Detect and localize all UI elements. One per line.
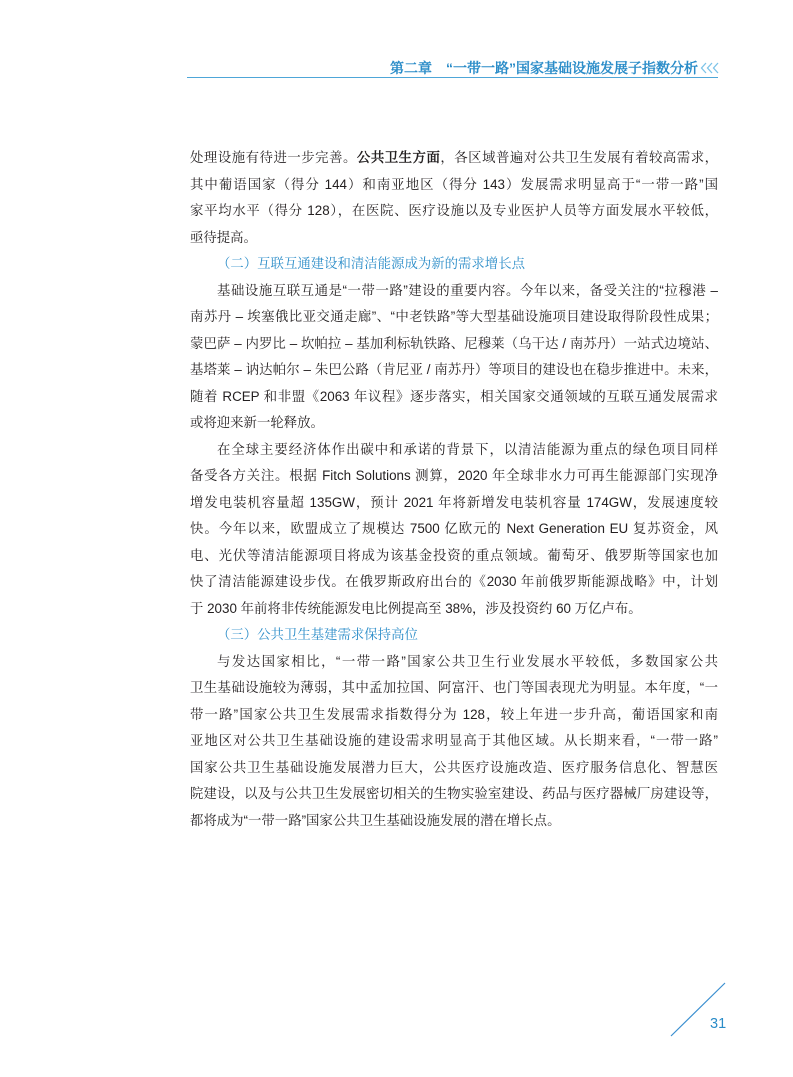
body-line: 蒙巴萨 – 内罗比 – 坎帕拉 – 基加利标轨铁路、尼穆莱（乌干达 / 南苏丹）一站式边境站、 (190, 335, 718, 351)
body-line: 都将成为“一带一路”国家公共卫生基础设施发展的潜在增长点。 (190, 812, 561, 828)
paragraph-public-health-demand (190, 649, 718, 835)
triple-chevron-left-icon (700, 62, 719, 74)
running-header (390, 58, 698, 78)
text-run: ，各区域普遍对公共卫生发展有着较高需求， (440, 150, 719, 165)
body-line: 快。今年以来，欧盟成立了规模达 7500 亿欧元的 Next Generation EU 复苏资金，风 (190, 521, 718, 536)
body-line: 院建设，以及与公共卫生发展密切相关的生物实验室建设、药品与医疗器械厂房建设等， (190, 786, 718, 801)
body-line: 基础设施互联互通是“一带一路”建设的重要内容。今年以来，备受关注的“拉穆港 – (217, 282, 718, 298)
body-line: 卫生基础设施较为薄弱，其中孟加拉国、阿富汗、也门等国表现尤为明显。本年度，“一 (190, 680, 718, 695)
diagonal-line-icon (660, 975, 740, 1045)
body-line: 快了清洁能源建设步伐。在俄罗斯政府出台的《2030 年前俄罗斯能源战略》中，计划 (190, 574, 718, 589)
body-line: 增发电装机容量超 135GW，预计 2021 年将新增发电装机容量 174GW，发展速度较 (190, 494, 718, 510)
body-line: 基塔莱 – 讷达帕尔 – 朱巴公路（肯尼亚 / 南苏丹）等项目的建设也在稳步推进中。未来， (190, 362, 718, 377)
body-line: 或将迎来新一轮释放。 (190, 415, 324, 430)
body-line (190, 145, 718, 172)
chapter-title: “一带一路”国家基础设施发展子指数分析 (446, 60, 698, 76)
body-line: 于 2030 年前将非传统能源发电比例提高至 38%，涉及投资约 60 万亿卢布。 (190, 600, 642, 616)
body-line: 亟待提高。 (190, 229, 257, 245)
section-heading: （二）互联互通建设和清洁能源成为新的需求增长点 (217, 256, 525, 271)
body-line: 在全球主要经济体作出碳中和承诺的背景下，以清洁能源为重点的绿色项目同样 (217, 441, 718, 457)
body-line: 随着 RCEP 和非盟《2063 年议程》逐步落实，相关国家交通领域的互联互通发展需求 (190, 388, 718, 404)
body-line: 与发达国家相比，“一带一路”国家公共卫生行业发展水平较低，多数国家公共 (217, 653, 718, 669)
body-line: 其中葡语国家（得分 144）和南亚地区（得分 143）发展需求明显高于“一带一路”国 (190, 176, 718, 192)
header-rule (187, 77, 718, 78)
chapter-label: 第二章 (390, 60, 432, 76)
paragraph-connectivity (190, 278, 718, 437)
text-run: 处理设施有待进一步完善。 (190, 150, 357, 165)
body-line: 电、光伏等清洁能源项目将成为该基金投资的重点领域。葡萄牙、俄罗斯等国家也加 (190, 547, 718, 563)
bold-keyword: 公共卫生方面 (356, 150, 441, 165)
body-line: 备受各方关注。根据 Fitch Solutions 测算，2020 年全球非水力可再生能源部门实现净 (190, 468, 718, 483)
body-line: 南苏丹 – 埃塞俄比亚交通走廊”、“中老铁路”等大型基础设施项目建设取得阶段性成果； (190, 309, 718, 324)
body-line: 家平均水平（得分 128），在医院、医疗设施以及专业医护人员等方面发展水平较低， (190, 203, 718, 218)
page-number: 31 (710, 1016, 727, 1032)
section-heading: （三）公共卫生基建需求保持高位 (217, 627, 418, 642)
body-line: 带一路”国家公共卫生发展需求指数得分为 128，较上年进一步升高，葡语国家和南 (190, 706, 718, 722)
body-line: 亚地区对公共卫生基础设施的建设需求明显高于其他区域。从长期来看，“一带一路” (190, 733, 718, 748)
paragraph-clean-energy (190, 437, 718, 623)
body-line: 国家公共卫生基础设施发展潜力巨大，公共医疗设施改造、医疗服务信息化、智慧医 (190, 759, 718, 775)
body-text (190, 145, 718, 834)
paragraph-public-health-summary (190, 145, 718, 251)
